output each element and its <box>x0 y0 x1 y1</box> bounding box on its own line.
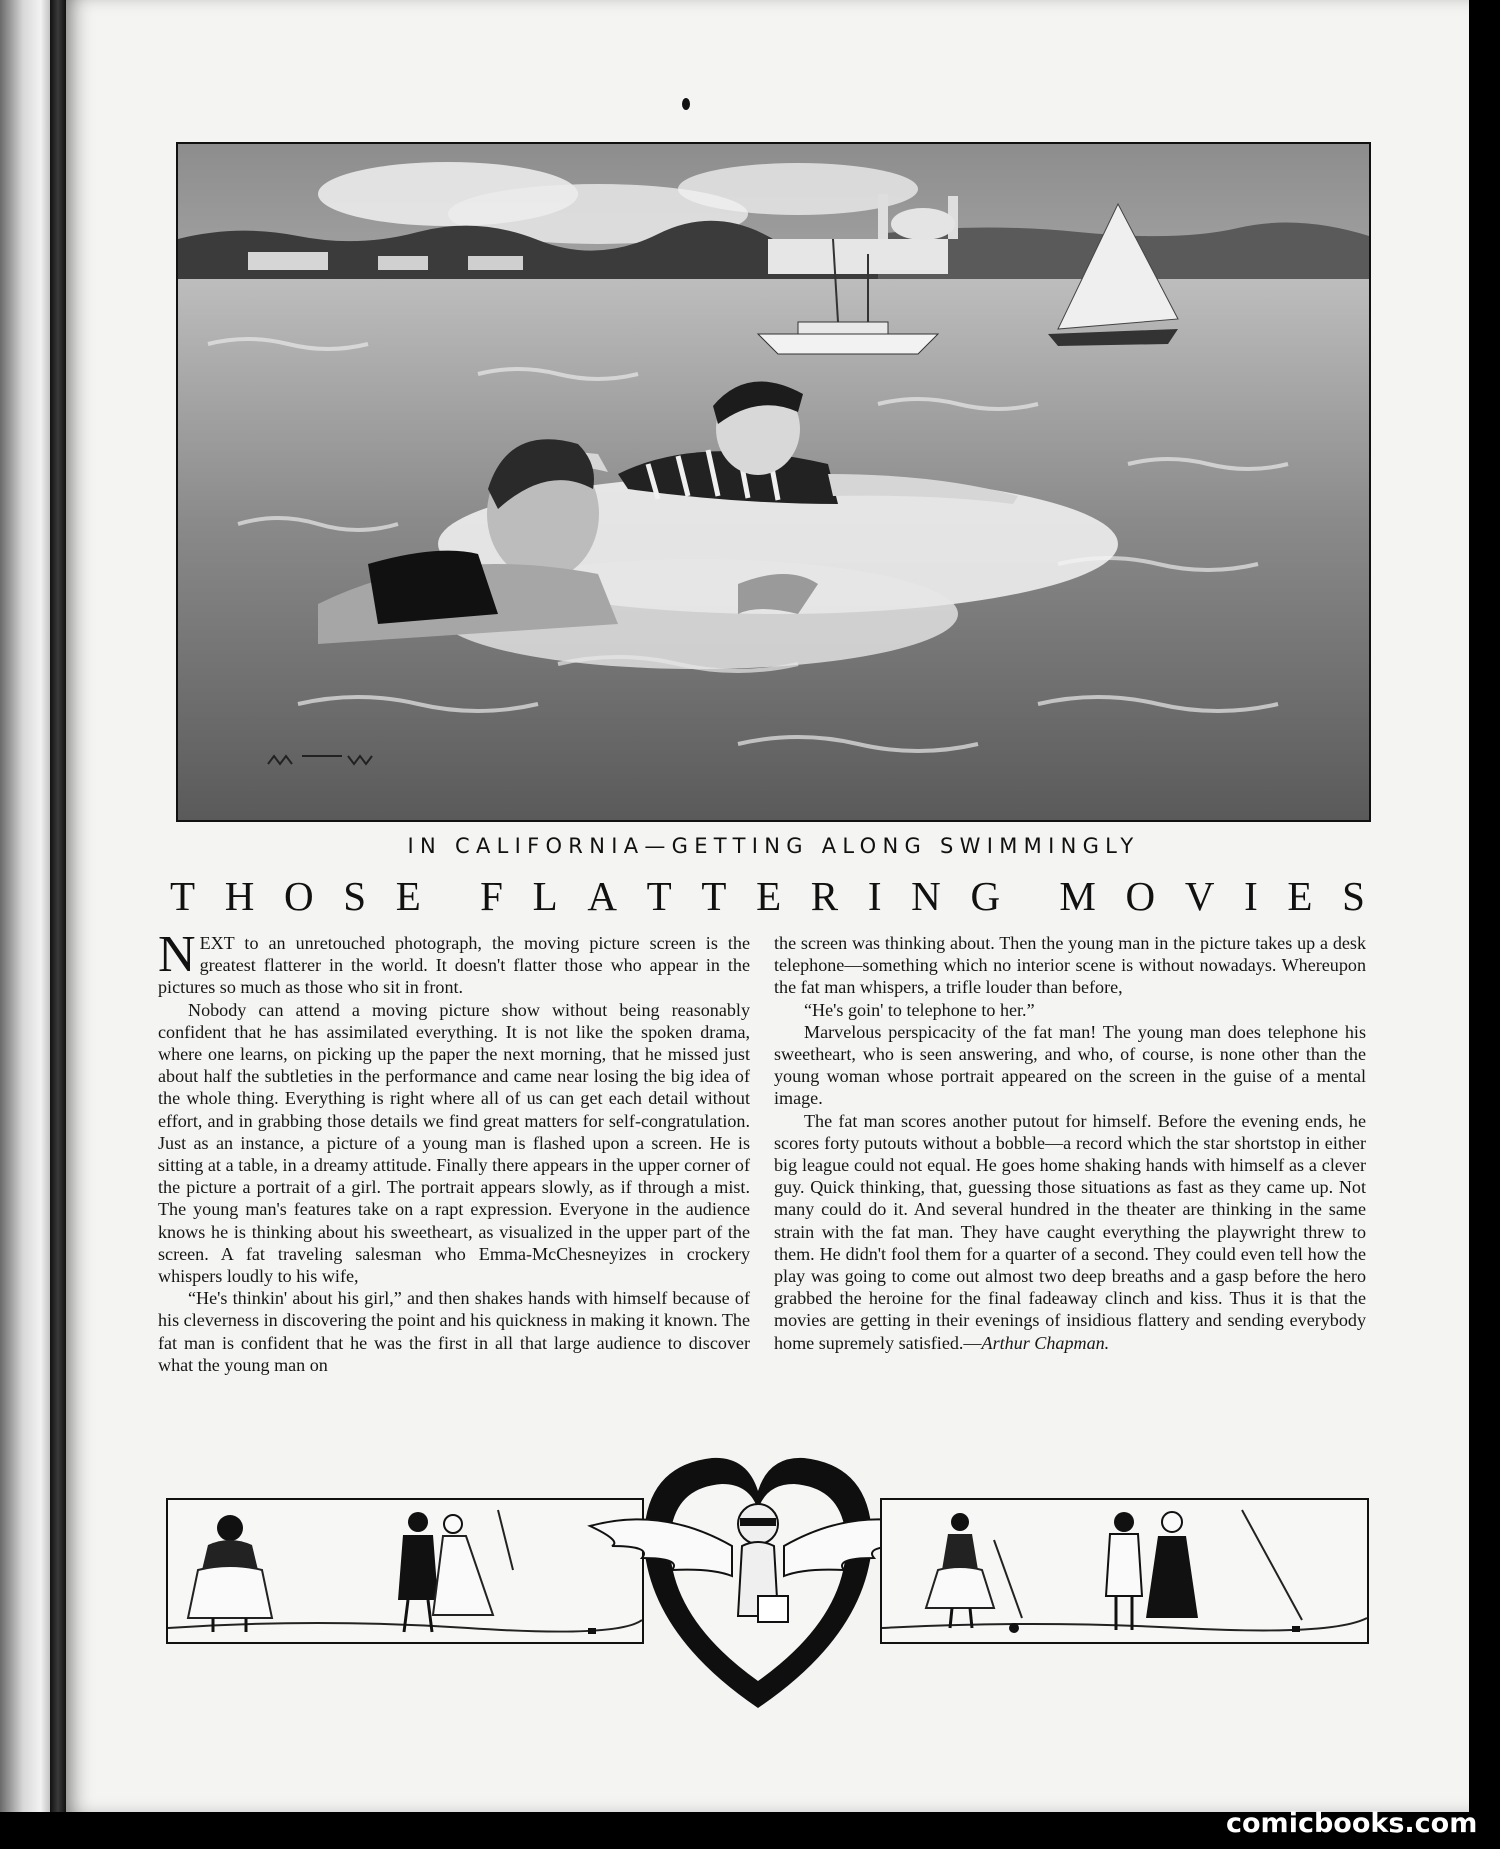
author-byline: Arthur Chapman. <box>981 1332 1110 1353</box>
illustration-caption: IN CALIFORNIA—GETTING ALONG SWIMMINGLY <box>407 834 1140 858</box>
article-paragraph: Marvelous perspicacity of the fat man! The young man does telephone his sweetheart, who is seen answering, and who, of course, is none other than the young woman whose portrait appeared on the screen in the guise of a mental image. <box>774 1021 1366 1109</box>
headline-letter: A <box>587 873 617 919</box>
headline-letter: E <box>756 873 782 919</box>
headline-letter: S <box>343 873 367 919</box>
article-paragraph: “He's goin' to telephone to her.” <box>804 999 1035 1020</box>
headline-letter: I <box>1244 873 1258 919</box>
article-paragraph: NEXT to an unretouched photograph, the moving picture screen is the greatest flatterer in the world. It doesn't flatter those who appear in the pictures so much as those who sit in front. <box>158 926 750 998</box>
headline-letter: E <box>1287 873 1313 919</box>
article-paragraph: Nobody can attend a moving picture show without being reasonably confident that he has assimilated everything. It is not like the spoken drama, where one learns, on picking up the paper the next morning, that he missed just about half the subtleties in the performance and came near losing the big idea of the whole thing. Everything is right where all of us can get each detail without effort, and in grabbing those details we find great matters for self-congratulation. Just as an instance, a picture of a young man is flashed upon a screen. He is sitting at a table, in a dreamy attitude. Finally there appears in the upper corner of the picture a portrait of a girl. The portrait appears slowly, as if through a mist. The young man's features take on a rapt expression. Everyone in the audience knows he is thinking about his sweetheart, as visualized in the upper part of the screen. A fat traveling salesman who Emma-McChesneyizes in crockery whispers loudly to his wife, <box>158 999 750 1287</box>
decorative-panel-left <box>166 1498 644 1644</box>
headline-letter: S <box>1342 873 1365 919</box>
page-dot <box>682 98 690 110</box>
headline-letter: E <box>395 873 421 919</box>
article-paragraph: The fat man scores another putout for himself. Before the evening ends, he scores forty putouts without a bobble—a record which the star shortstop in either big league could not equal. He goes home shaking hands with himself as a clever guy. Quick thinking, that, guessing those situations as fast as they came up. Not many could do it. And several hundred in the theater are thinking in the same strain with the fat man. They have caught everything the playwright threw to them. He didn't fool them for a quarter of a second. They could even tell how the play was going to come out almost two deep breaths and a gasp before the hero grabbed the heroine for the final fadeaway clinch and kiss. Thus it is that the movies are getting in their evenings of insidious flattery and sending everybody home supremely satisfied.—Arthur Chapman. <box>774 1110 1366 1353</box>
article-column-right <box>774 932 1366 1354</box>
swimming-illustration <box>176 142 1371 822</box>
headline-letter: O <box>1125 873 1156 919</box>
headline-letter: L <box>532 873 558 919</box>
headline-letter: G <box>970 873 1001 919</box>
article-headline <box>170 872 1365 920</box>
headline-letter: M <box>1059 873 1096 919</box>
headline-letter: T <box>646 873 672 919</box>
right-border <box>1469 0 1500 1849</box>
drop-cap: N <box>158 926 196 983</box>
book-spine <box>50 0 66 1849</box>
article-paragraph: “He's thinkin' about his girl,” and then shakes hands with himself because of his cleverness in discovering the point and his quickness in making it known. The fat man is confident that he was the first in all that large audience to discover what the young man on <box>158 1288 750 1375</box>
headline-letter: T <box>170 873 196 919</box>
headline-letter: N <box>911 873 941 919</box>
headline-letter: F <box>480 873 503 919</box>
decorative-panel-right <box>880 1498 1369 1644</box>
article-paragraph: the screen was thinking about. Then the young man in the picture takes up a desk telephone—something which no interior scene is without nowadays. Whereupon the fat man whispers, a trifle louder than before, <box>774 933 1366 998</box>
headline-letter: T <box>701 873 727 919</box>
headline-letter: V <box>1184 873 1215 919</box>
site-watermark: comicbooks.com <box>1226 1808 1478 1839</box>
headline-letter: I <box>867 873 882 919</box>
headline-letter: O <box>284 873 314 919</box>
headline-letter: R <box>810 873 839 919</box>
headline-letter: H <box>224 873 255 919</box>
article-column-left <box>158 926 750 1376</box>
